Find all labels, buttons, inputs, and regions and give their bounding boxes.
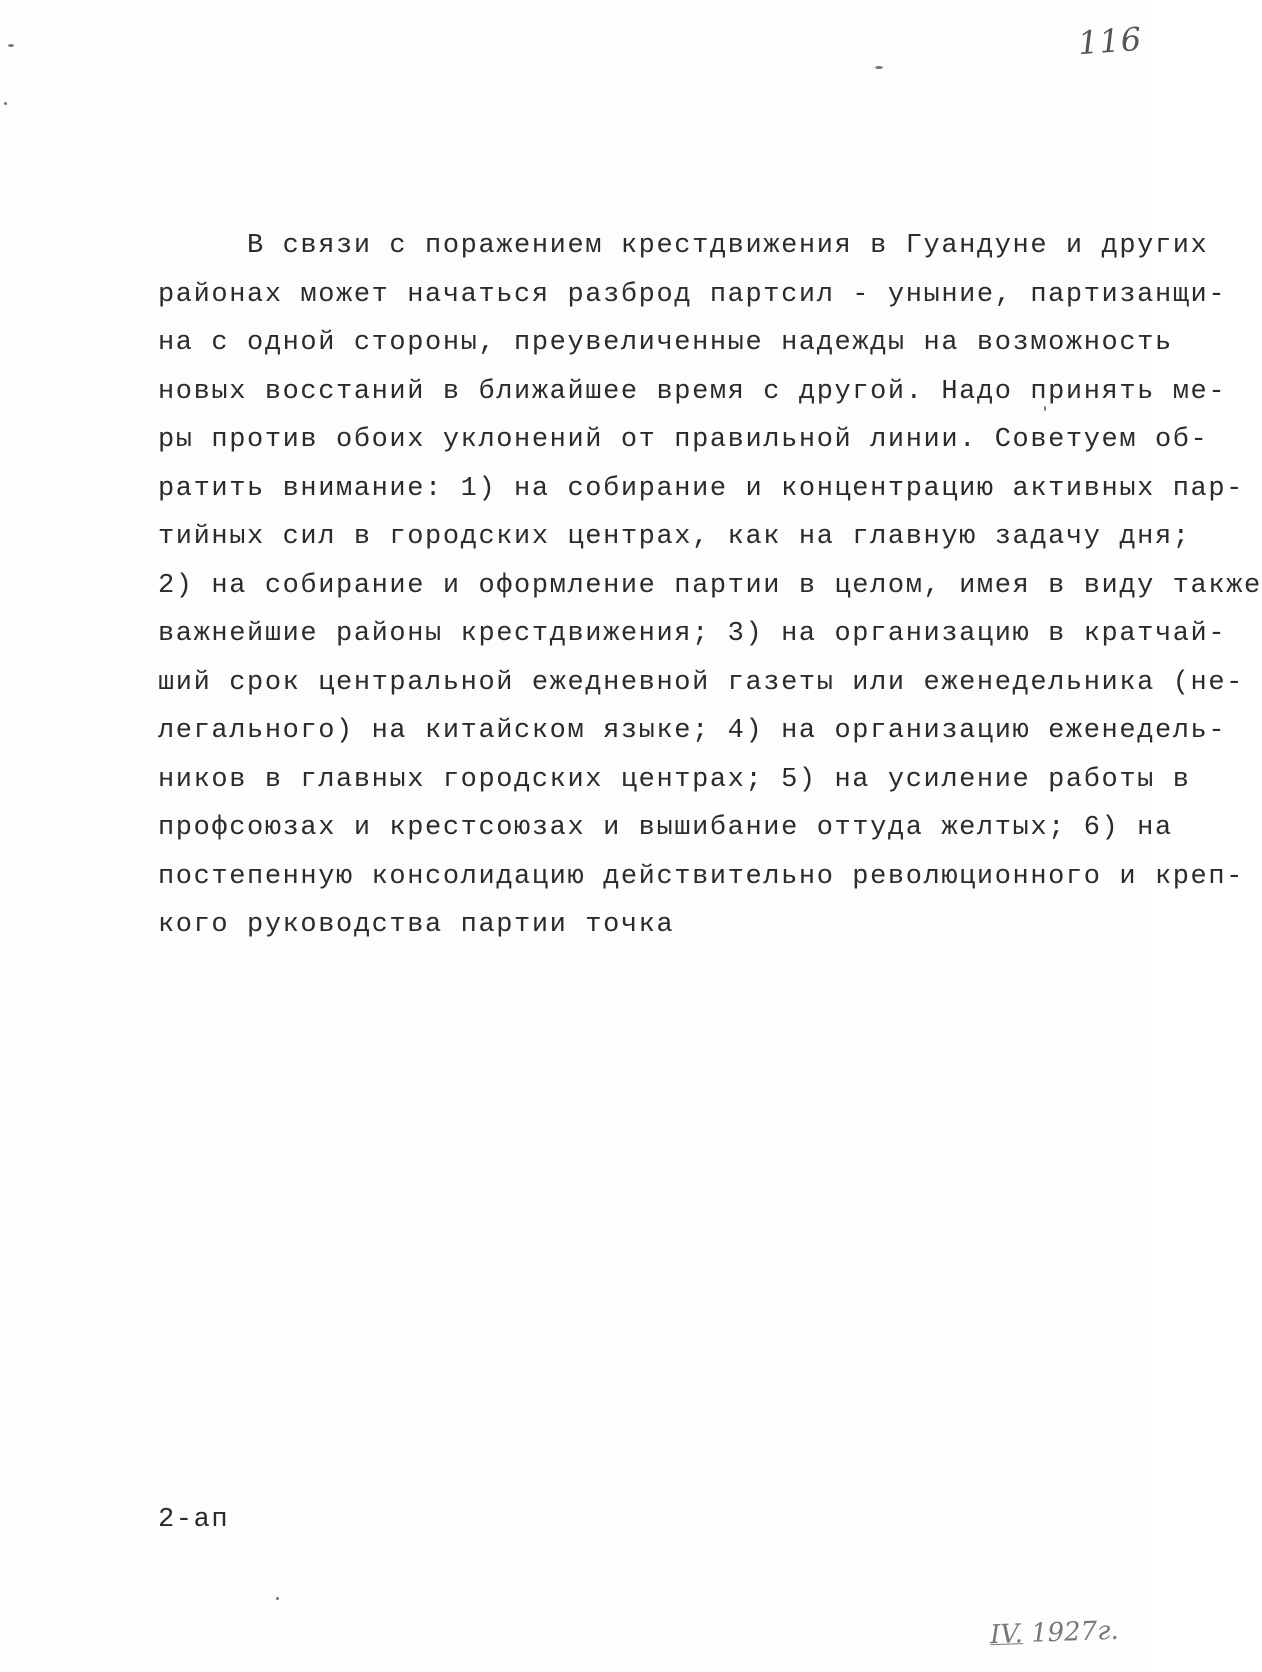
body-line: ший срок центральной ежедневной газеты или еженедельника (не-	[158, 667, 1244, 698]
body-line: ры против обоих уклонений от правильной линии. Советуем об-	[158, 425, 1209, 455]
date-month: IV.	[989, 1619, 1024, 1651]
scan-speck	[8, 44, 14, 47]
body-line: профсоюзах и крестсоюзах и вышибание оттуда желтых; 6) на	[158, 813, 1173, 843]
scan-speck	[875, 66, 883, 69]
body-line: на с одной стороны, преувеличенные надежды на возможность	[158, 328, 1173, 358]
body-line: ников в главных городских центрах; 5) на усиление работы в	[158, 764, 1191, 795]
body-line: 2) на собирание и оформление партии в целом, имея в виду также	[158, 570, 1262, 601]
telegram-body	[158, 222, 1262, 950]
body-line: В связи с поражением крестдвижения в Гуандуне и других	[158, 231, 1209, 261]
signature: 2-ап	[158, 1505, 230, 1535]
scan-speck	[276, 1597, 279, 1600]
body-line: новых восстаний в ближайшее время с другой. Надо принять ме-	[158, 376, 1227, 407]
body-line: постепенную консолидацию действительно революционного и креп-	[158, 861, 1244, 892]
date-year: 1927г.	[1030, 1615, 1120, 1649]
body-line: кого руководства партии точка	[158, 910, 675, 940]
body-line: тийных сил в городских центрах, как на главную задачу дня;	[158, 522, 1191, 552]
handwritten-date	[990, 1616, 1120, 1650]
body-line: легального) на китайском языке; 4) на организацию еженедель-	[158, 716, 1227, 746]
body-line: районах может начаться разброд партсил - уныние, партизанщи-	[158, 279, 1227, 310]
body-line: ратить внимание: 1) на собирание и концентрацию активных пар-	[158, 473, 1244, 504]
scan-speck	[4, 102, 7, 105]
archive-page-number: 116	[1076, 19, 1144, 63]
scan-speck	[1044, 406, 1046, 411]
body-line: важнейшие районы крестдвижения; 3) на организацию в кратчай-	[158, 619, 1227, 649]
